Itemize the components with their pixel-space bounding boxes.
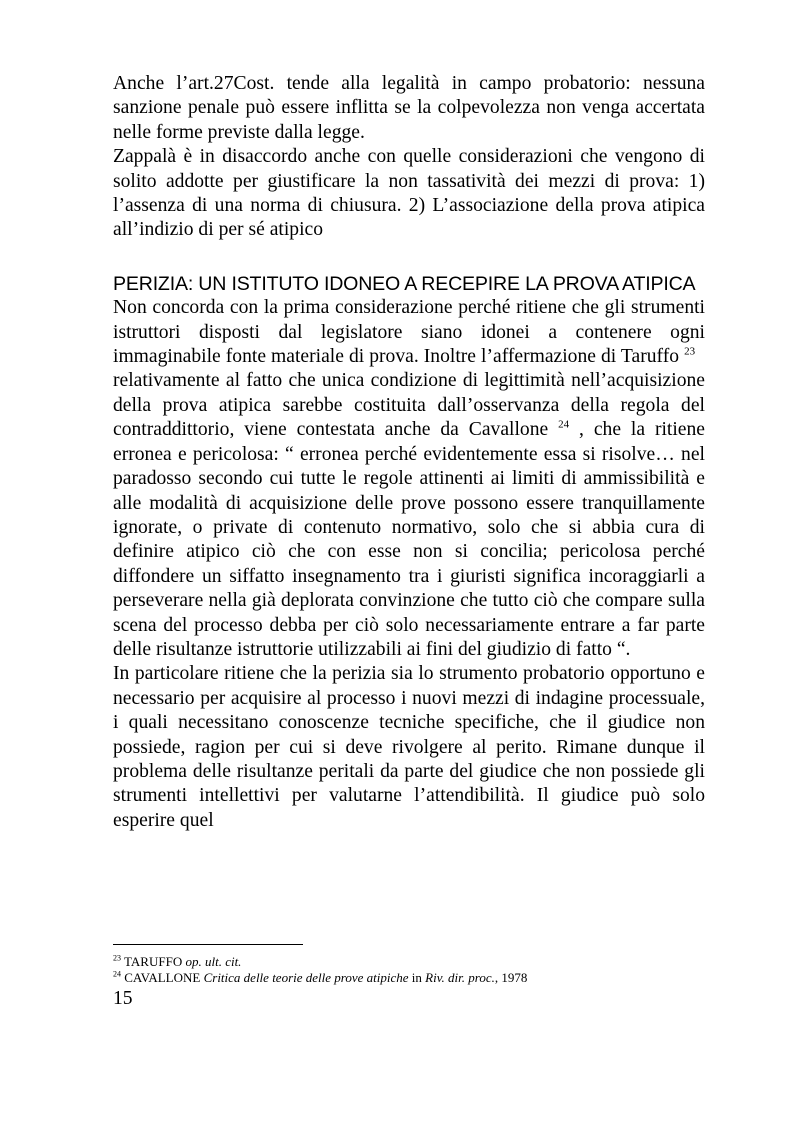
footnote-ref-23: 23 — [684, 345, 696, 358]
footnote-author: TARUFFO — [124, 954, 183, 969]
footnote-number: 23 — [113, 953, 121, 963]
paragraph-zappala: Zappalà è in disaccordo anche con quelle considerazioni che vengono di solito addotte per giustificare la non tassatività dei mezzi di prova: 1) l’assenza di una norma di chiusura. 2) L’associazione della prova atipica all’indizio di per sé atipico — [113, 146, 705, 241]
footnote-tail: , 1978 — [494, 970, 528, 985]
footnote-23 — [113, 954, 713, 970]
paragraph-perizia-part3: , che la ritiene erronea e pericolosa: “ erronea perché evidentemente essa si risolve… nel paradosso secondo cui tutte le regole attinenti ai limiti di ammissibilità e alle modalità di acquisizione delle prove possono essere tranquillamente ignorate, o private di contenuto normativo, solo che si abbia cura di definire atipico ciò che con esse non si concilia; pericolosa perché diffondere un siffatto insegnamento tra i giuristi significa incoraggiarli a perseverare nella già deplorata convinzione che tutto ciò che compare sulla scena del processo debba per ciò solo necessariamente entrare a far parte delle risultanze istruttorie utilizzabili ai fini del giudizio di fatto “. — [113, 419, 705, 660]
page-body — [113, 72, 705, 833]
footnote-24 — [113, 970, 713, 986]
footnote-mid: in — [408, 970, 426, 985]
paragraph-art27: Anche l’art.27Cost. tende alla legalità in campo probatorio: nessuna sanzione penale può essere inflitta se la colpevolezza non venga accertata nelle forme previste dalla legge. — [113, 73, 705, 143]
page-number: 15 — [113, 988, 133, 1009]
footnote-ref-24: 24 — [558, 418, 570, 431]
footnote-title: Critica delle teorie delle prove atipiche — [203, 970, 409, 985]
section-heading: PERIZIA: UN ISTITUTO IDONEO A RECEPIRE LA PROVA ATIPICA — [113, 272, 696, 295]
paragraph-perizia-part1: Non concorda con la prima considerazione perché ritiene che gli strumenti istruttori disposti dal legislatore siano idonei a contenere ogni immaginabile fonte materiale di prova. Inoltre l’affermazione di Taruffo — [113, 297, 705, 368]
footnote-author: CAVALLONE — [124, 970, 201, 985]
paragraph-perizia — [113, 296, 705, 662]
footnote-number: 24 — [113, 969, 121, 979]
footnote-title: op. ult. cit. — [185, 954, 242, 969]
footnote-journal: Riv. dir. proc. — [425, 970, 495, 985]
paragraph-particolare: In particolare ritiene che la perizia sia lo strumento probatorio opportuno e necessario per acquisire al processo i nuovi mezzi di indagine processuale, i quali necessitano conoscenze tecniche specifiche, che il giudice non possiede, ragion per cui si deve rivolgere al perito. Rimane dunque il problema delle risultanze peritali da parte del giudice che non possiede gli strumenti intellettivi per valutarne l’attendibilità. Il giudice può solo esperire quel — [113, 663, 705, 831]
footnote-divider — [113, 944, 303, 945]
paragraph-perizia-part2: relativamente al fatto che unica condizione di legittimità nell’acquisizione della prova atipica sarebbe costituita dall’osservanza della regola del contraddittorio, viene contestata anche da Cavallone — [113, 370, 705, 441]
footnotes — [113, 954, 713, 986]
